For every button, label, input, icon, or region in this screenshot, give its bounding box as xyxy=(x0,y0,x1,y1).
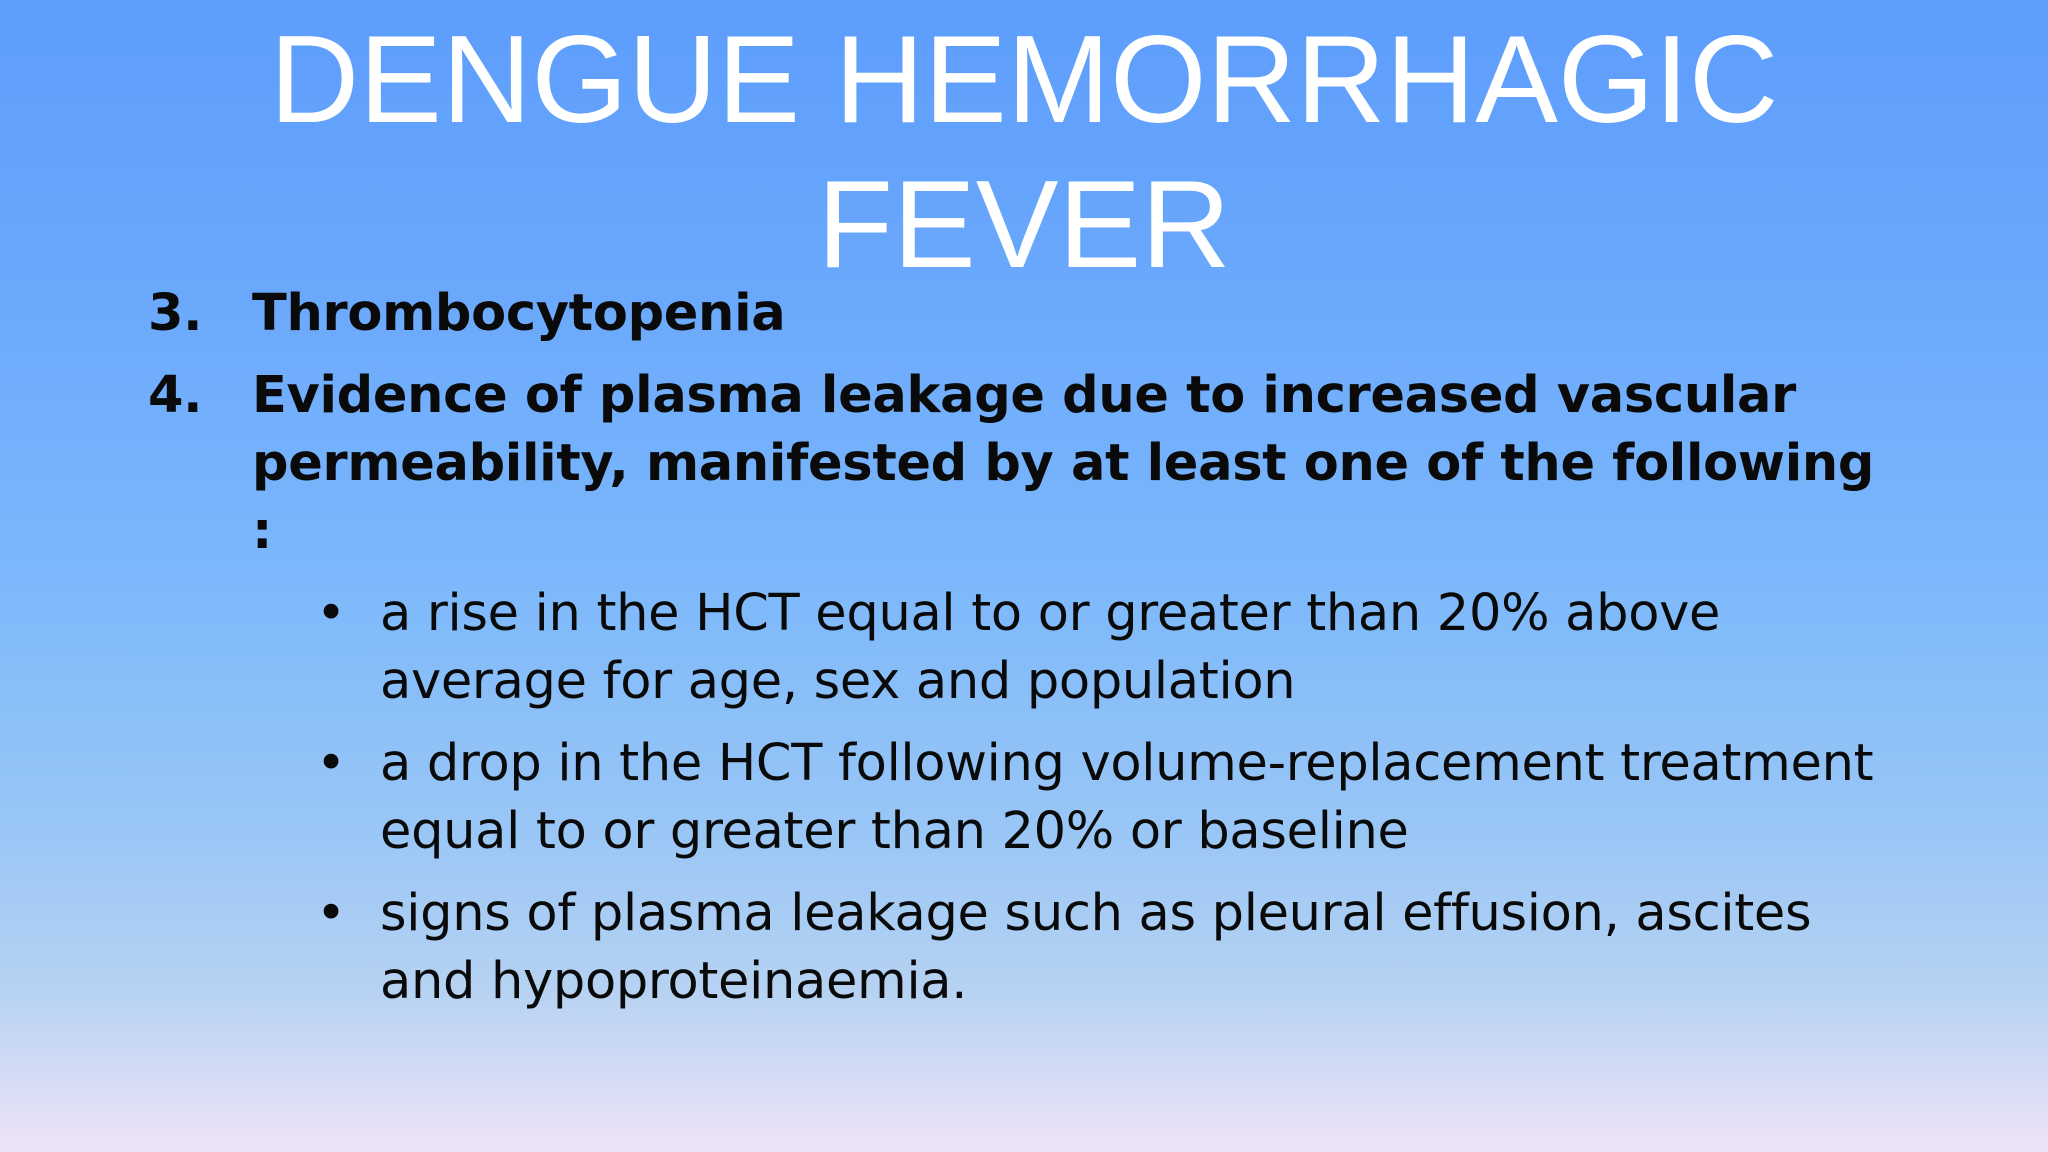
bullet-item-hct-rise xyxy=(316,580,1908,716)
slide-title xyxy=(0,8,2048,298)
bullet-dot-icon: • xyxy=(316,584,346,643)
item-number: 3. xyxy=(148,284,203,343)
item-text: Thrombocytopenia xyxy=(252,284,786,343)
bullet-dot-icon: • xyxy=(316,884,346,943)
item-number: 4. xyxy=(148,366,203,425)
criteria-bullet-list xyxy=(148,580,1908,1016)
slide-body xyxy=(148,280,1908,1030)
bullet-item-hct-drop xyxy=(316,730,1908,866)
bullet-item-plasma-leakage-signs xyxy=(316,880,1908,1016)
bullet-text: signs of plasma leakage such as pleural effusion, ascites and hypoproteinaemia. xyxy=(380,884,1812,1011)
slide-title-line-1: DENGUE HEMORRHAGIC xyxy=(269,11,1779,149)
numbered-item-3 xyxy=(148,280,1908,348)
bullet-text: a drop in the HCT following volume-replacement treatment equal to or greater than 20% or baseline xyxy=(380,734,1874,861)
bullet-text: a rise in the HCT equal to or greater than 20% above average for age, sex and population xyxy=(380,584,1721,711)
bullet-dot-icon: • xyxy=(316,734,346,793)
numbered-item-4 xyxy=(148,362,1908,566)
item-text: Evidence of plasma leakage due to increased vascular permeability, manifested by at least one of the following : xyxy=(252,366,1875,561)
slide-title-line-2: FEVER xyxy=(817,156,1231,294)
